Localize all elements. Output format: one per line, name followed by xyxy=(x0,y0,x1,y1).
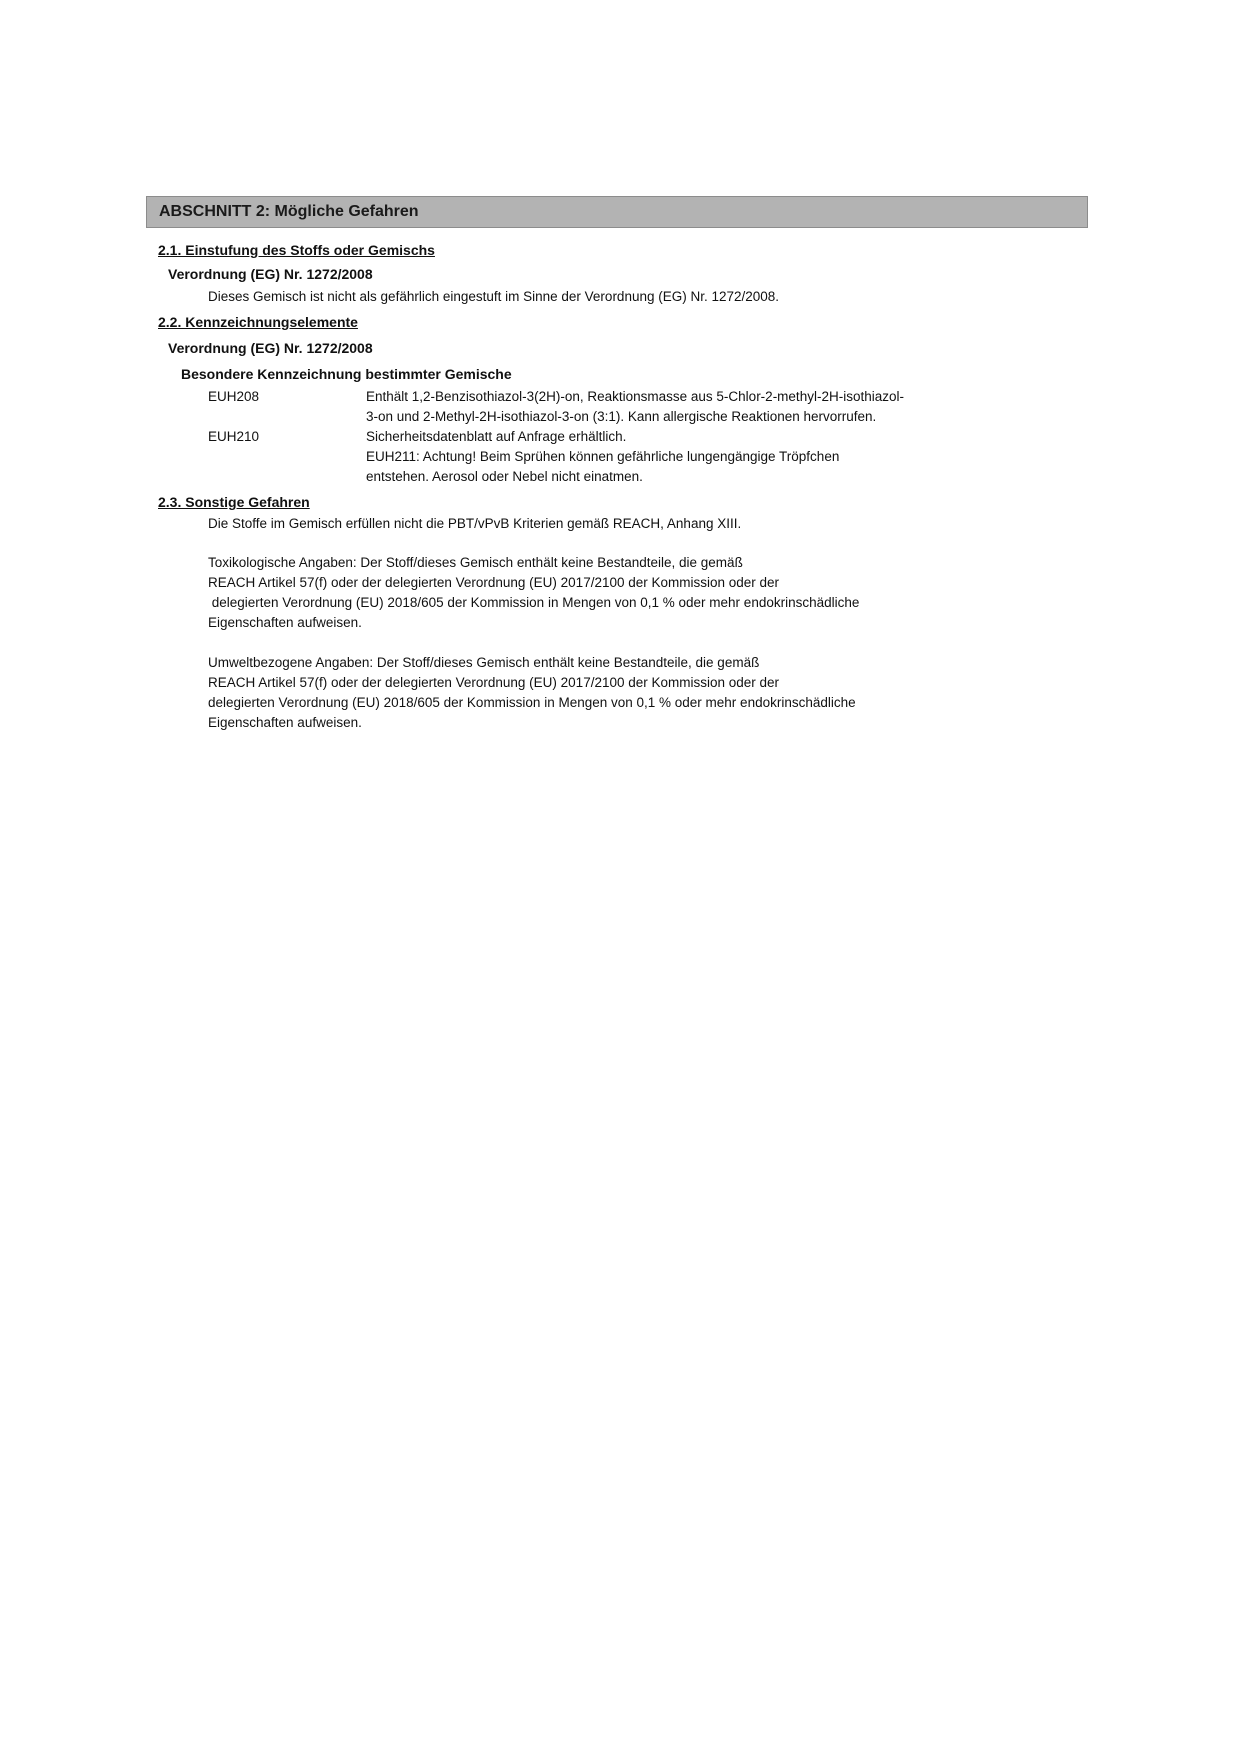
subsection-heading-2-2: 2.2. Kennzeichnungselemente xyxy=(158,314,358,330)
tox-text-line: Toxikologische Angaben: Der Stoff/dieses Gemisch enthält keine Bestandteile, die gemäß xyxy=(208,555,743,570)
euh208-text-line: Enthält 1,2-Benzisothiazol-3(2H)-on, Reaktionsmasse aus 5-Chlor-2-methyl-2H-isothiazol- xyxy=(366,389,904,404)
euh210-text-line: entstehen. Aerosol oder Nebel nicht einatmen. xyxy=(366,469,643,484)
classification-text: Dieses Gemisch ist nicht als gefährlich eingestuft im Sinne der Verordnung (EG) Nr. 1272/2008. xyxy=(208,289,780,304)
pbt-text: Die Stoffe im Gemisch erfüllen nicht die PBT/vPvB Kriterien gemäß REACH, Anhang XIII. xyxy=(208,516,742,531)
regulation-label-2-2: Verordnung (EG) Nr. 1272/2008 xyxy=(168,340,373,356)
euh210-code: EUH210 xyxy=(208,429,260,444)
env-text-line: REACH Artikel 57(f) oder der delegierten Verordnung (EU) 2017/2100 der Kommission oder der xyxy=(208,675,780,690)
subsection-heading-2-1: 2.1. Einstufung des Stoffs oder Gemischs xyxy=(158,242,435,258)
env-text-line: delegierten Verordnung (EU) 2018/605 der Kommission in Mengen von 0,1 % oder mehr endokrinschädliche xyxy=(208,695,856,710)
tox-text-line: delegierten Verordnung (EU) 2018/605 der Kommission in Mengen von 0,1 % oder mehr endokrinschädliche xyxy=(208,595,860,610)
regulation-label-2-1: Verordnung (EG) Nr. 1272/2008 xyxy=(168,266,373,282)
euh210-text-line: Sicherheitsdatenblatt auf Anfrage erhältlich. xyxy=(366,429,627,444)
section-title: ABSCHNITT 2: Mögliche Gefahren xyxy=(159,203,419,220)
env-text-line: Eigenschaften aufweisen. xyxy=(208,715,362,730)
euh208-code: EUH208 xyxy=(208,389,260,404)
section-header xyxy=(146,196,1088,228)
env-text-line: Umweltbezogene Angaben: Der Stoff/dieses Gemisch enthält keine Bestandteile, die gemäß xyxy=(208,655,760,670)
tox-text-line: REACH Artikel 57(f) oder der delegierten Verordnung (EU) 2017/2100 der Kommission oder der xyxy=(208,575,780,590)
tox-text-line: Eigenschaften aufweisen. xyxy=(208,615,362,630)
subsection-heading-2-3: 2.3. Sonstige Gefahren xyxy=(158,494,310,510)
euh210-text-line: EUH211: Achtung! Beim Sprühen können gefährliche lungengängige Tröpfchen xyxy=(366,449,840,464)
special-labelling-heading: Besondere Kennzeichnung bestimmter Gemische xyxy=(181,366,512,382)
euh208-text-line: 3-on und 2-Methyl-2H-isothiazol-3-on (3:1). Kann allergische Reaktionen hervorrufen. xyxy=(366,409,877,424)
